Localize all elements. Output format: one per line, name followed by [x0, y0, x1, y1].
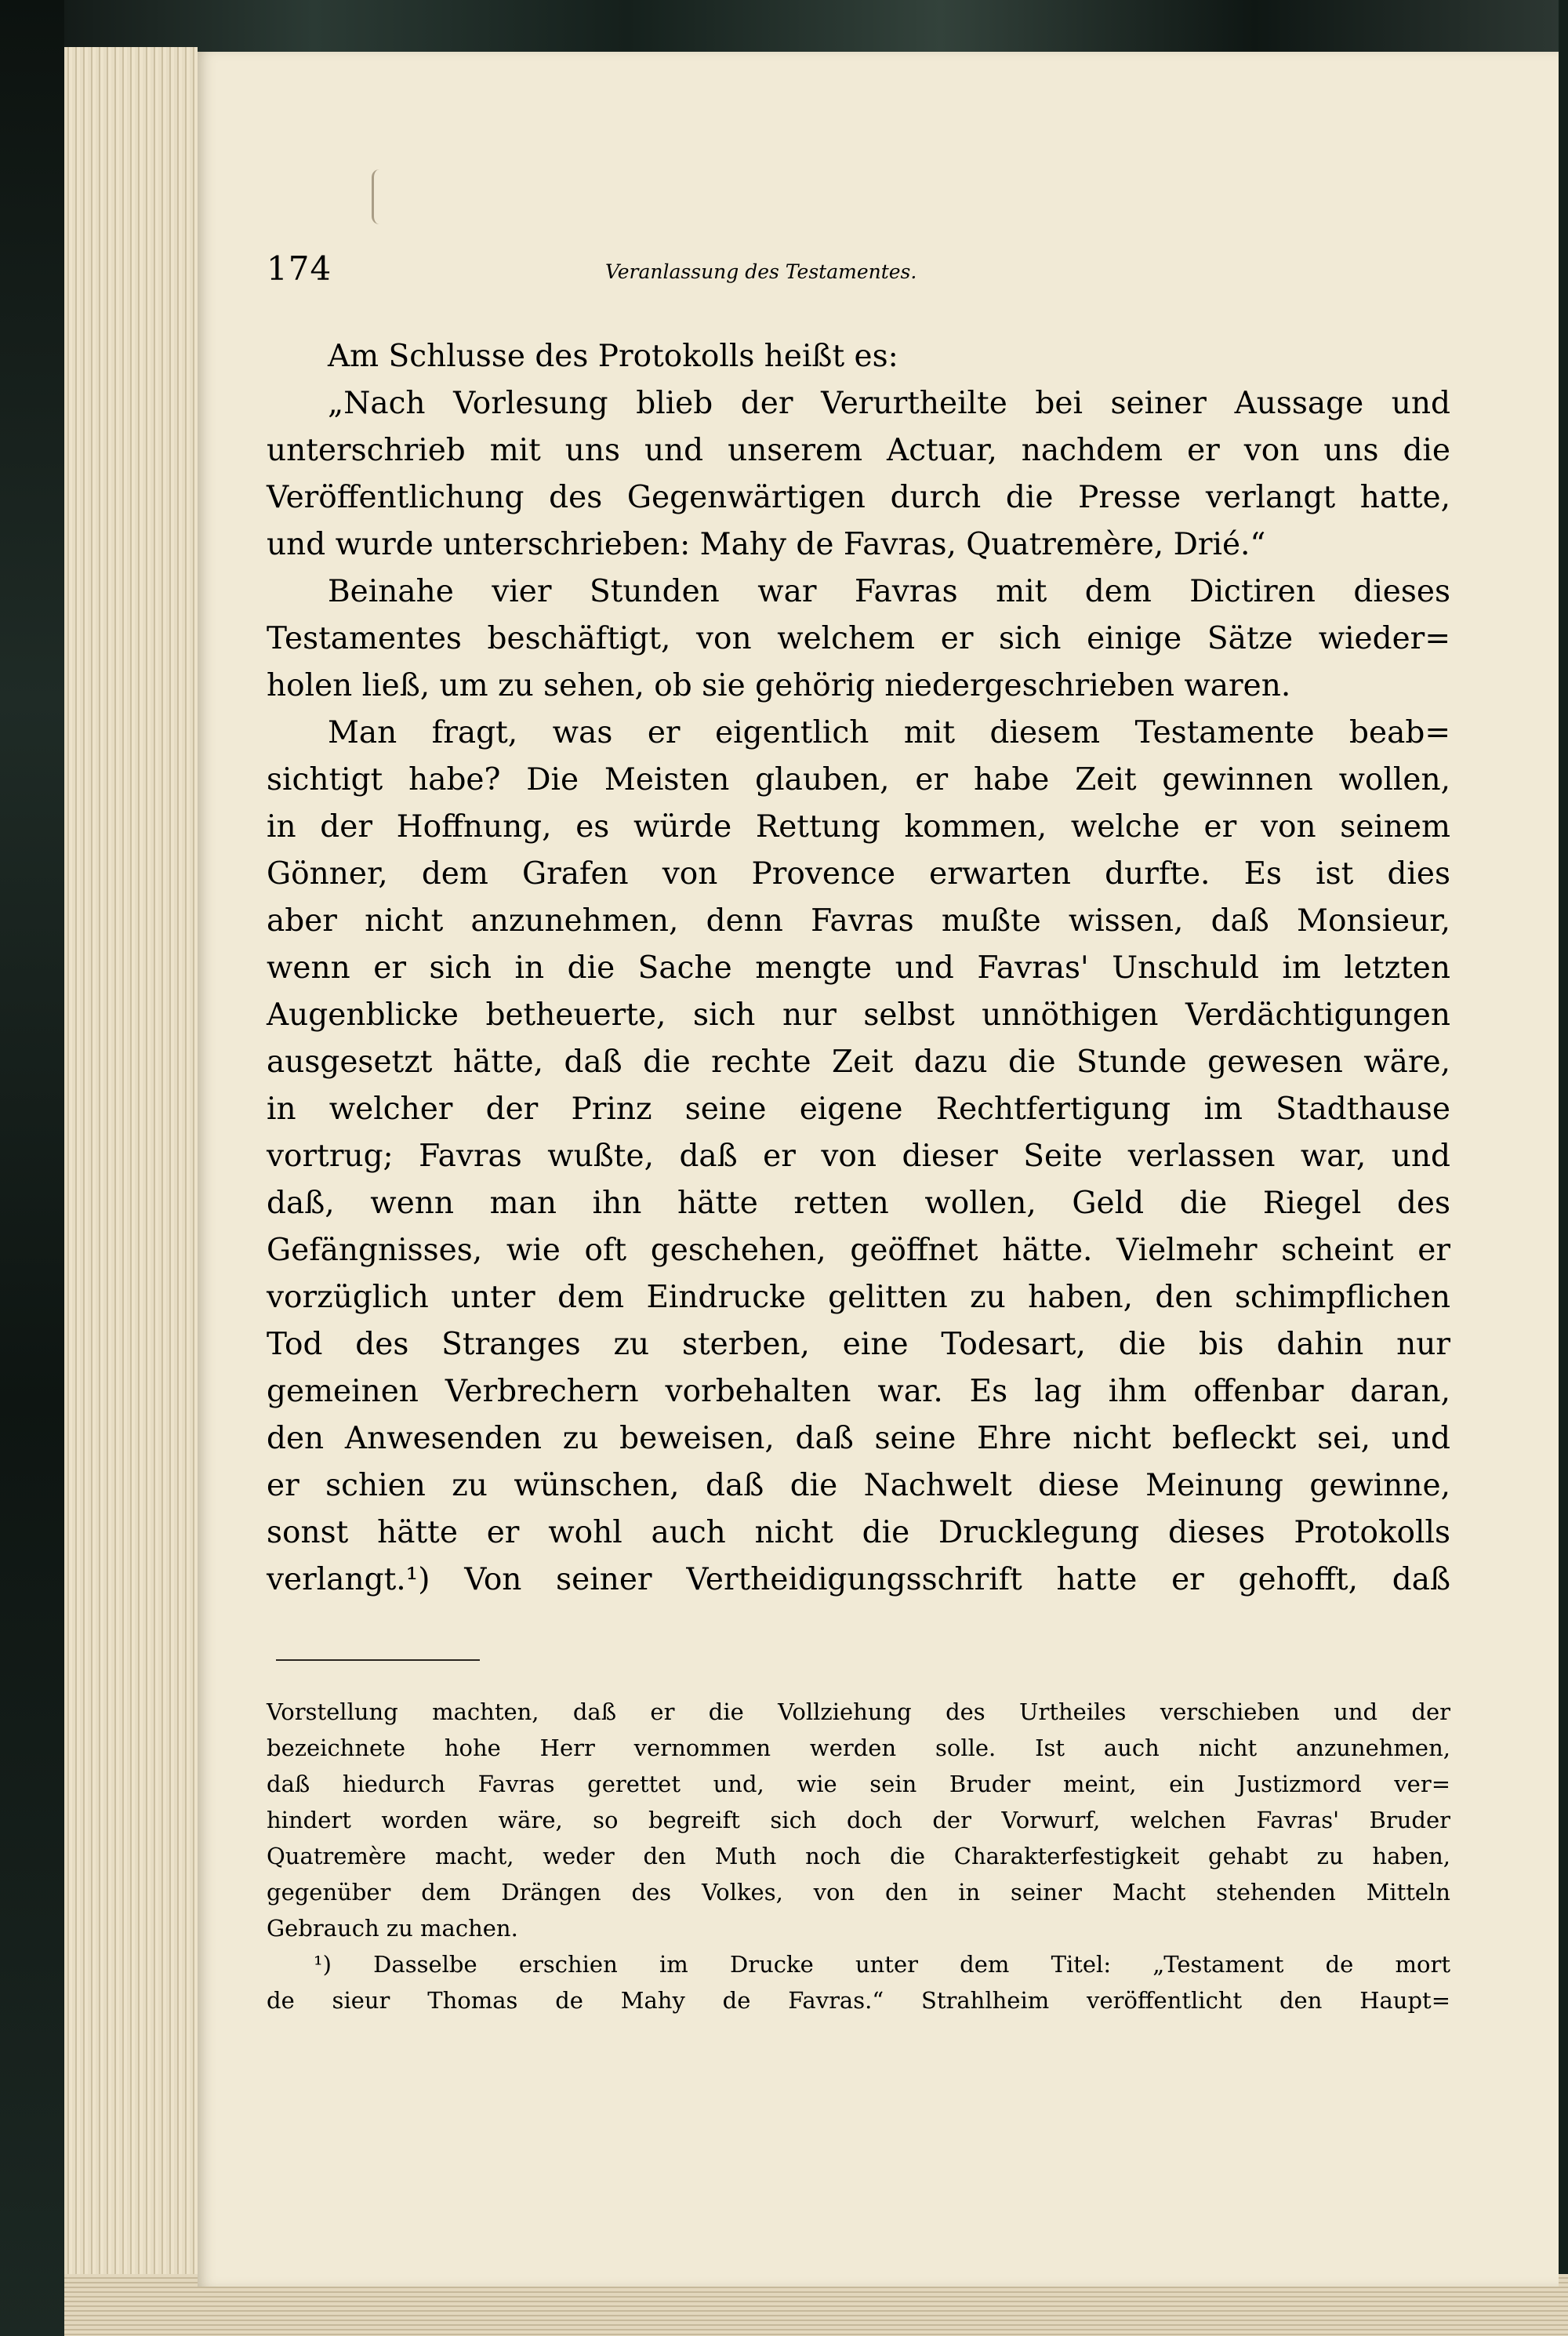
- text-line: sonst hätte er wohl auch nicht die Drucklegung dieses Protokolls: [267, 1515, 1450, 1550]
- book-binding-left: [0, 0, 64, 2336]
- text-line: vorzüglich unter dem Eindrucke gelitten zu haben, den schimpflichen: [267, 1280, 1450, 1315]
- text-line: aber nicht anzunehmen, denn Favras mußte wissen, daß Monsieur,: [267, 903, 1450, 939]
- footnote-line: daß hiedurch Favras gerettet und, wie sein Bruder meint, ein Justizmord ver=: [267, 1771, 1450, 1797]
- footnote-line: bezeichnete hohe Herr vernommen werden solle. Ist auch nicht anzunehmen,: [267, 1735, 1450, 1761]
- text-line: daß, wenn man ihn hätte retten wollen, Geld die Riegel des: [267, 1186, 1450, 1221]
- text-line: sichtigt habe? Die Meisten glauben, er habe Zeit gewinnen wollen,: [267, 762, 1450, 797]
- text-line: Veröffentlichung des Gegenwärtigen durch die Presse verlangt hatte,: [267, 480, 1450, 515]
- text-line: wenn er sich in die Sache mengte und Favras' Unschuld im letzten: [267, 950, 1450, 986]
- text-line: holen ließ, um zu sehen, ob sie gehörig niedergeschrieben waren.: [267, 668, 1291, 703]
- page-number: 174: [267, 249, 332, 288]
- text-line: er schien zu wünschen, daß die Nachwelt diese Meinung gewinne,: [267, 1468, 1450, 1503]
- text-line: vortrug; Favras wußte, daß er von dieser Seite verlassen war, und: [267, 1139, 1450, 1174]
- text-line: Am Schlusse des Protokolls heißt es:: [328, 339, 898, 374]
- page-edges: [64, 47, 198, 2336]
- running-head: Veranlassung des Testamentes.: [605, 260, 917, 283]
- text-line: Beinahe vier Stunden war Favras mit dem Dictiren dieses: [328, 574, 1450, 609]
- footnote-line: hindert worden wäre, so begreift sich doch der Vorwurf, welchen Favras' Bruder: [267, 1807, 1450, 1833]
- text-line: und wurde unterschrieben: Mahy de Favras, Quatremère, Drié.“: [267, 527, 1266, 562]
- text-line: unterschrieb mit uns und unserem Actuar, nachdem er von uns die: [267, 433, 1450, 468]
- page-header: [267, 249, 1458, 296]
- book-binding-top: [0, 0, 1568, 59]
- text-line: Gönner, dem Grafen von Provence erwarten durfte. Es ist dies: [267, 856, 1450, 892]
- pencil-mark: [372, 169, 390, 224]
- text-line: in welcher der Prinz seine eigene Rechtfertigung im Stadthause: [267, 1092, 1450, 1127]
- footnotes: [267, 1694, 1450, 2018]
- footnote-line: Gebrauch zu machen.: [267, 1915, 518, 1942]
- body-text: [267, 333, 1450, 1604]
- footnote-line: de sieur Thomas de Mahy de Favras.“ Strahlheim veröffentlicht den Haupt=: [267, 1987, 1450, 2014]
- text-line: den Anwesenden zu beweisen, daß seine Ehre nicht befleckt sei, und: [267, 1421, 1450, 1456]
- footnote-line: Quatremère macht, weder den Muth noch die Charakterfestigkeit gehabt zu haben,: [267, 1843, 1450, 1869]
- footnote-line: Vorstellung machten, daß er die Vollziehung des Urtheiles verschieben und der: [267, 1698, 1450, 1725]
- text-line: ausgesetzt hätte, daß die rechte Zeit dazu die Stunde gewesen wäre,: [267, 1044, 1450, 1080]
- text-line: Man fragt, was er eigentlich mit diesem Testamente beab=: [328, 715, 1450, 750]
- text-line: in der Hoffnung, es würde Rettung kommen, welche er von seinem: [267, 809, 1450, 845]
- text-line: Testamentes beschäftigt, von welchem er sich einige Sätze wieder=: [267, 621, 1450, 656]
- footnote-rule: [276, 1659, 480, 1661]
- text-line: Tod des Stranges zu sterben, eine Todesart, die bis dahin nur: [267, 1327, 1450, 1362]
- footnote-line: gegenüber dem Drängen des Volkes, von den in seiner Macht stehenden Mitteln: [267, 1879, 1450, 1905]
- text-line: gemeinen Verbrechern vorbehalten war. Es lag ihm offenbar daran,: [267, 1374, 1450, 1409]
- footnote-line: ¹) Dasselbe erschien im Drucke unter dem Titel: „Testament de mort: [314, 1951, 1450, 1978]
- text-line: Gefängnisses, wie oft geschehen, geöffnet hätte. Vielmehr scheint er: [267, 1233, 1450, 1268]
- text-line: „Nach Vorlesung blieb der Verurtheilte bei seiner Aussage und: [328, 386, 1450, 421]
- book-binding-right: [1559, 0, 1568, 2336]
- text-line: Augenblicke betheuerte, sich nur selbst unnöthigen Verdächtigungen: [267, 997, 1450, 1033]
- text-line: verlangt.¹) Von seiner Vertheidigungsschrift hatte er gehofft, daß: [267, 1562, 1450, 1597]
